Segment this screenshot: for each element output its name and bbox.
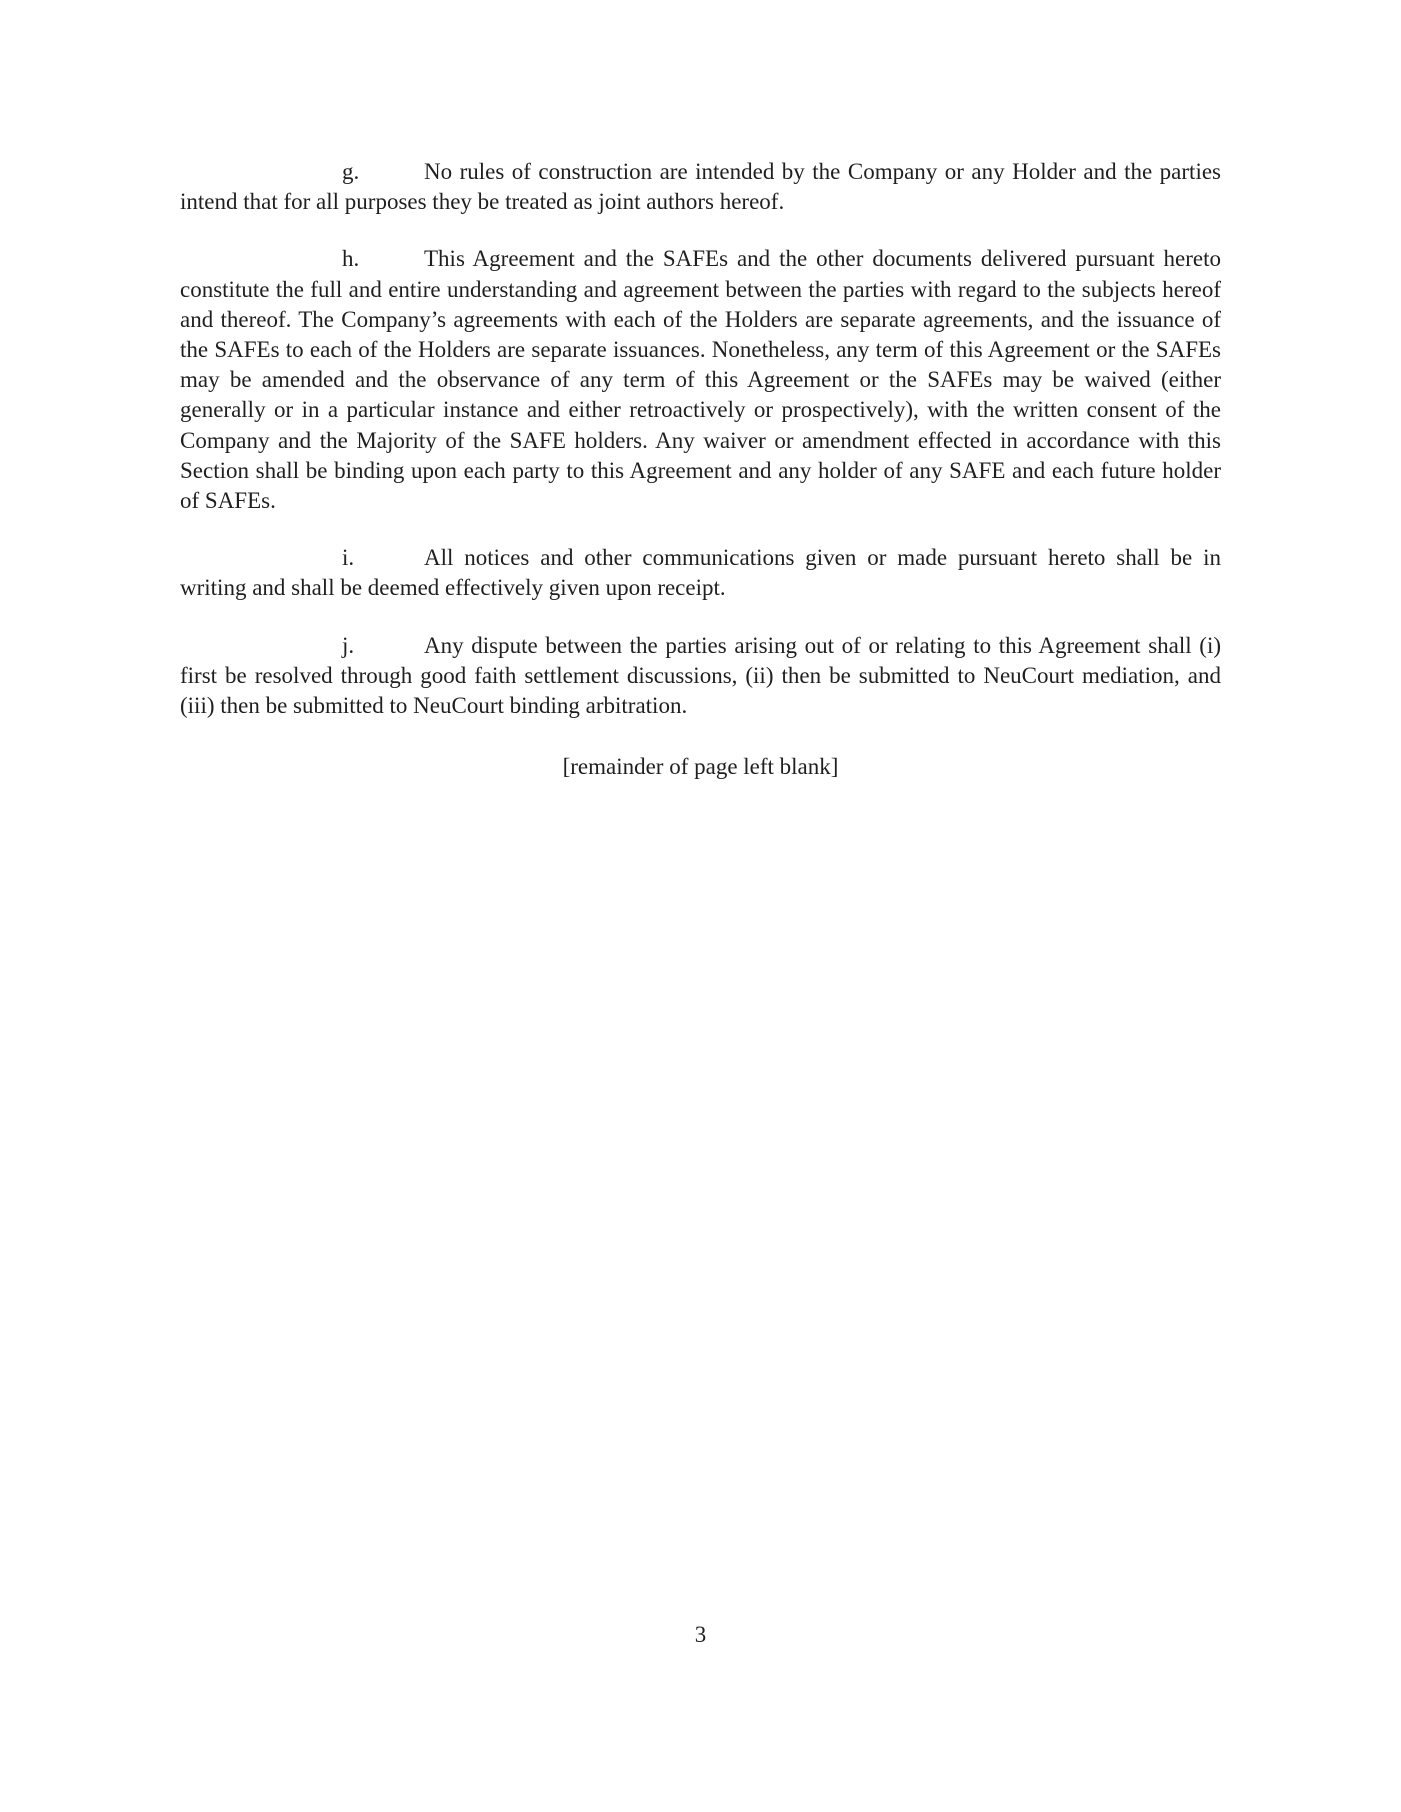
paragraph-label: j. <box>342 632 355 658</box>
remainder-note: [remainder of page left blank] <box>562 754 839 780</box>
paragraph-g <box>180 157 1221 217</box>
paragraph-label: h. <box>342 246 360 272</box>
paragraph-text: Any dispute between the parties arising out of or relating to this Agreement shall (i) first be resolved through good faith settlement discussions, (ii) then be submitted to NeuCourt mediation, and (iii) then be submitted to NeuCourt binding arbitration. <box>180 632 1221 719</box>
body-text <box>180 157 1221 782</box>
paragraph-h <box>180 244 1221 516</box>
paragraph-j <box>180 631 1221 722</box>
paragraph-i <box>180 543 1221 603</box>
paragraph-text: All notices and other communications given or made pursuant hereto shall be in writing and shall be deemed effectively given upon receipt. <box>180 545 1221 601</box>
page-number: 3 <box>694 1622 707 1647</box>
paragraph-text: No rules of construction are intended by the Company or any Holder and the parties intend that for all purposes they be treated as joint authors hereof. <box>180 159 1221 215</box>
paragraph-label: i. <box>342 545 355 571</box>
paragraph-label: g. <box>342 159 360 184</box>
paragraph-text: This Agreement and the SAFEs and the other documents delivered pursuant hereto constitute the full and entire understanding and agreement between the parties with regard to the subjects hereof and thereof. The Company’s agreements with each of the Holders are separate agreements, and the issuance of the SAFEs to each of the Holders are separate issuances. Nonetheless, any term of this Agreement or the SAFEs may be amended and the observance of any term of this Agreement or the SAFEs may be waived (either generally or in a particular instance and either retroactively or prospectively), with the written consent of the Company and the Majority of the SAFE holders. Any waiver or amendment effected in accordance with this Section shall be binding upon each party to this Agreement and any holder of any SAFE and each future holder of SAFEs. <box>180 246 1221 514</box>
